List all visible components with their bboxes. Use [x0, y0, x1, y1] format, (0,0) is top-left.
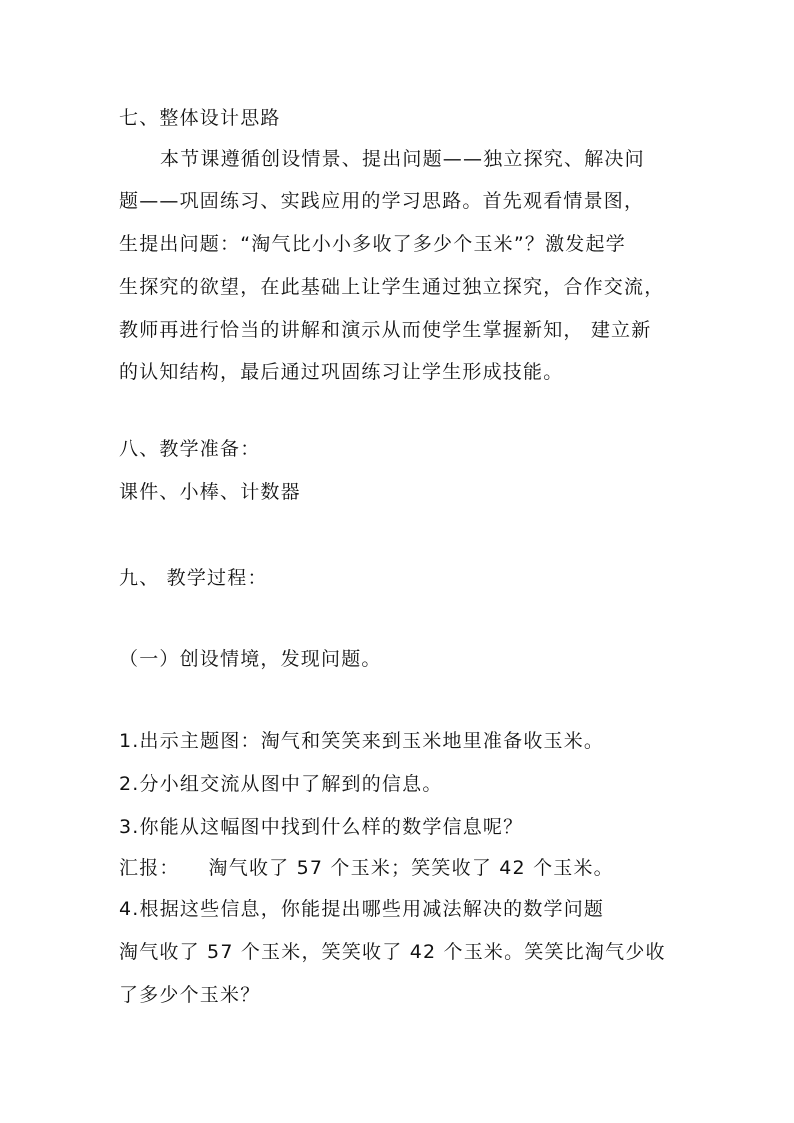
section-7-heading: 七、整体设计思路: [119, 107, 281, 129]
section-8-content: 课件、小棒、计数器: [119, 481, 301, 503]
section-9-subheading: （一）创设情境，发现问题。: [119, 648, 382, 670]
section-7-paragraph-line-6: 的认知结构，最后通过巩固练习让学生形成技能。: [119, 361, 564, 383]
section-7-paragraph-line-2: 题——巩固练习、实践应用的学习思路。首先观看情景图，: [119, 190, 645, 212]
section-9-heading: 九、 教学过程：: [119, 567, 268, 589]
section-9-item-4: 4.根据这些信息，你能提出哪些用减法解决的数学问题: [119, 898, 605, 920]
section-9-problem-line-1: 淘气收了 57 个玉米，笑笑收了 42 个玉米。笑笑比淘气少收: [119, 941, 666, 963]
section-9-item-2: 2.分小组交流从图中了解到的信息。: [119, 773, 443, 795]
section-7-paragraph-line-3: 生提出问题：“淘气比小小多收了多少个玉米”？激发起学: [119, 233, 626, 255]
section-8-heading: 八、教学准备：: [119, 438, 261, 460]
section-9-item-3: 3.你能从这幅图中找到什么样的数学信息呢？: [119, 816, 524, 838]
section-9-item-1: 1.出示主题图：淘气和笑笑来到玉米地里准备收玉米。: [119, 730, 605, 752]
section-7-paragraph-line-5: 教师再进行恰当的讲解和演示从而使学生掌握新知， 建立新: [119, 319, 652, 341]
section-7-paragraph-line-1: 本节课遵循创设情景、提出问题——独立探究、解决问: [160, 148, 645, 170]
section-9-report: 汇报： 淘气收了 57 个玉米；笑笑收了 42 个玉米。: [119, 857, 614, 879]
section-7-paragraph-line-4: 生探究的欲望，在此基础上让学生通过独立探究，合作交流，: [119, 276, 665, 298]
section-9-problem-line-2: 了多少个玉米？: [119, 984, 261, 1006]
